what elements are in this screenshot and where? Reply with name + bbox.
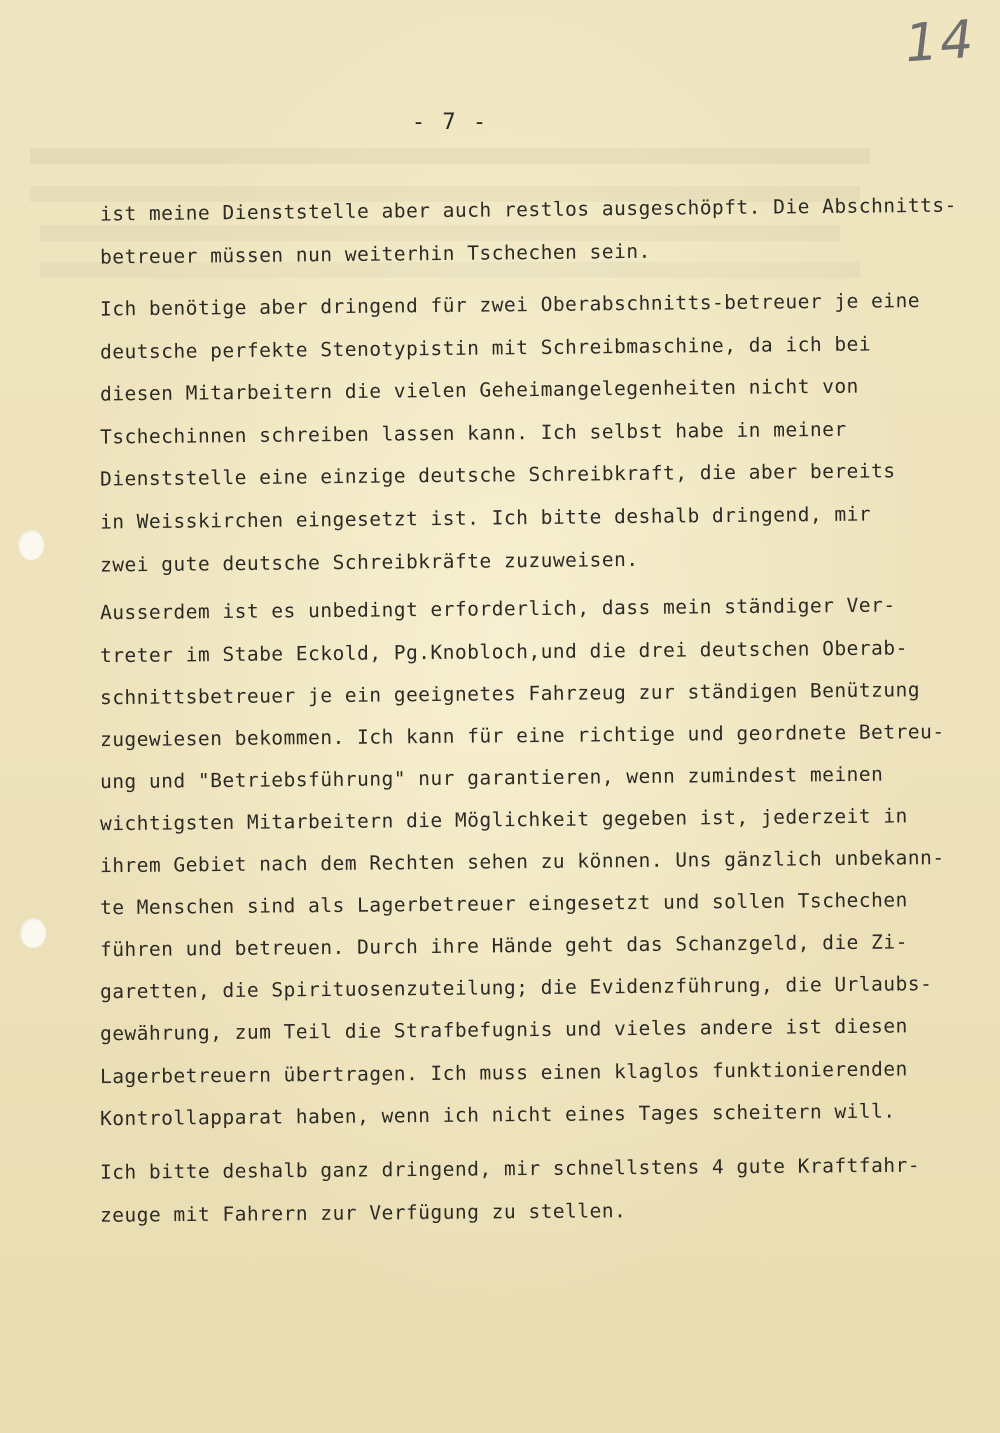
text-line: zeuge mit Fahrern zur Verfügung zu stellen. — [99, 1199, 627, 1227]
punch-hole-bottom — [20, 918, 46, 948]
text-line: ihrem Gebiet nach dem Rechten sehen zu können. Uns gänzlich unbekann- — [99, 846, 945, 878]
text-line: Dienststelle eine einzige deutsche Schreibkraft, die aber bereits — [99, 459, 896, 491]
text-line: Ich benötige aber dringend für zwei Oberabschnitts-betreuer je eine — [99, 288, 921, 321]
text-line: wichtigsten Mitarbeitern die Möglichkeit gegeben ist, jederzeit in — [99, 804, 908, 836]
bleed-through-1 — [30, 148, 870, 164]
text-line: führen und betreuen. Durch ihre Hände geht das Schanzgeld, die Zi- — [99, 930, 908, 962]
folio-number: 14 — [902, 9, 978, 75]
text-line: zwei gute deutsche Schreibkräfte zuzuweisen. — [99, 547, 639, 577]
text-line: diesen Mitarbeitern die vielen Geheimangelegenheiten nicht von — [99, 374, 859, 406]
text-line: Tschechinnen schreiben lassen kann. Ich selbst habe in meiner — [99, 417, 847, 449]
page-number: - 7 - — [411, 110, 489, 135]
text-line: treter im Stabe Eckold, Pg.Knobloch,und die drei deutschen Oberab- — [99, 636, 908, 668]
text-line: Ich bitte deshalb ganz dringend, mir schnellstens 4 gute Kraftfahr- — [99, 1153, 921, 1184]
text-line: Kontrollapparat haben, wenn ich nicht eines Tages scheitern will. — [99, 1099, 896, 1131]
text-line: schnittsbetreuer je ein geeignetes Fahrzeug zur ständigen Benützung — [99, 678, 921, 710]
text-line: Ausserdem ist es unbedingt erforderlich, dass mein ständiger Ver- — [99, 593, 896, 625]
text-line: in Weisskirchen eingesetzt ist. Ich bitte deshalb dringend, mir — [99, 502, 872, 534]
text-line: deutsche perfekte Stenotypistin mit Schreibmaschine, da ich bei — [99, 332, 872, 364]
punch-hole-top — [18, 530, 44, 560]
text-line: ist meine Dienststelle aber auch restlos ausgeschöpft. Die Abschnitts- — [99, 193, 957, 226]
text-line: zugewiesen bekommen. Ich kann für eine richtige und geordnete Betreu- — [99, 720, 945, 752]
text-line: garetten, die Spirituosenzuteilung; die Evidenzführung, die Urlaubs- — [99, 972, 933, 1004]
text-line: ung und "Betriebsführung" nur garantieren, wenn zumindest meinen — [99, 762, 884, 794]
text-line: gewährung, zum Teil die Strafbefugnis und vieles andere ist diesen — [99, 1014, 908, 1046]
text-line: Lagerbetreuern übertragen. Ich muss einen klaglos funktionierenden — [99, 1057, 908, 1089]
text-line: betreuer müssen nun weiterhin Tschechen sein. — [99, 239, 651, 269]
text-line: te Menschen sind als Lagerbetreuer eingesetzt und sollen Tschechen — [99, 888, 908, 920]
